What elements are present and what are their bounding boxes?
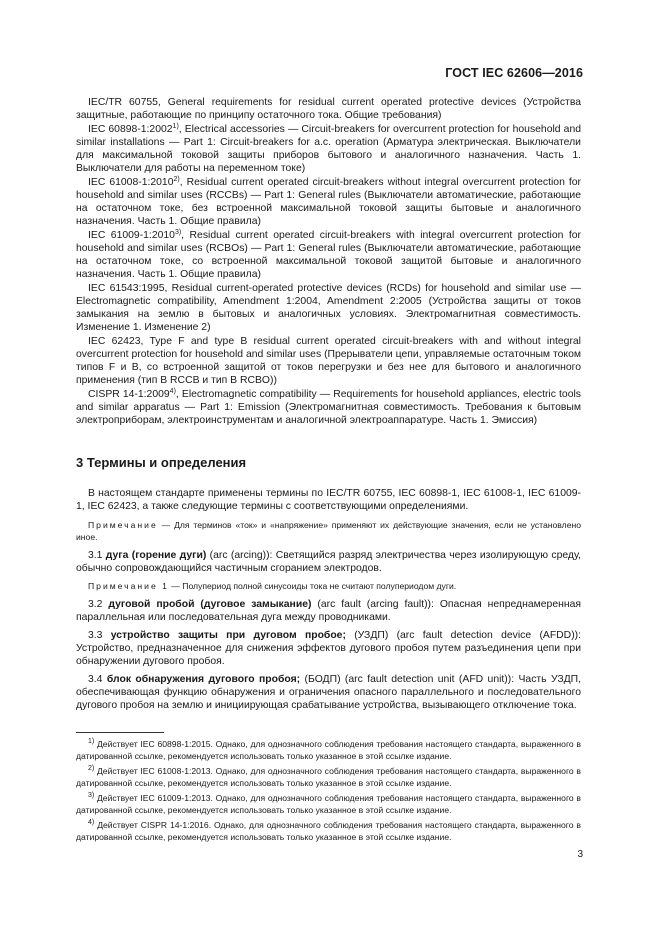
footnote-marker: 2) bbox=[173, 176, 180, 183]
footnote: $^{4)}$ Действует CISPR 14-1:2016. Однако, для однозначного соблюдения требования настоящего стандарта, выраженного в датированной ссылке, рекомендуется использовать только указанное в этой ссылке издание. bbox=[76, 819, 581, 842]
reference-list bbox=[76, 96, 581, 428]
document-header: ГОСТ IEC 62606—2016 bbox=[445, 66, 583, 80]
section-title: 3 Термины и определения bbox=[76, 455, 247, 470]
term-name: блок обнаружения дугового пробоя; bbox=[106, 674, 301, 685]
footnotes bbox=[76, 738, 581, 846]
reference-item: IEC 60898-1:2002$^{1)}$, Electrical accessories — Circuit-breakers for overcurrent protection for household and similar installations — Part 1: Circuit-breakers for a.c. operation (Арматура электрическая. Выключатели для максимальной токовой защиты приборов бытового и аналогичного назначения. Часть 1. Выключатели для работы на переменном токе) bbox=[76, 123, 581, 174]
reference-item: IEC 61009-1:2010$^{3)}$, Residual current operated circuit-breakers with integral overcurrent protection for household and similar uses (RCBOs) — Part 1: General rules (Выключатели автоматические, работающие на остаточном токе, со встроенной максимальной токовой защитой бытовые и аналогичного назначения. Часть 1. Общие правила) bbox=[76, 229, 582, 280]
term-definition: 3.3 устройство защиты при дуговом пробое; (УЗДП) (arc fault detection device (AFDD)): Устройство, предназначенное для снижения эффектов дугового пробоя путем разъединения цепи при обнаружении дугового пробоя. bbox=[76, 630, 581, 667]
reference-item: IEC 61008-1:2010$^{2)}$, Residual current operated circuit-breakers without integral overcurrent protection for household and similar uses (RCCBs) — Part 1: General rules (Выключатели автоматические, работающие на остаточном токе, без встроенной максимальной токовой защиты бытовые и аналогичного назначения. Часть 1. Общие правила) bbox=[76, 176, 582, 227]
term-note: Примечание 1 — Полупериод полной синусоиды тока не считают полупериодом дуги. bbox=[88, 581, 457, 591]
page-number: 3 bbox=[577, 849, 583, 860]
term-definition: 3.2 дуговой пробой (дуговое замыкание) (arc fault (arcing fault)): Опасная непреднамеренная параллельная или последовательная дуга между проводниками. bbox=[76, 599, 581, 623]
footnote-marker: 3) bbox=[174, 229, 182, 236]
term-name: дуга (горение дуги) bbox=[105, 550, 207, 561]
reference-item: CISPR 14-1:2009$^{4)}$, Electromagnetic compatibility — Requirements for household appliances, electric tools and similar apparatus — Part 1: Emission (Электромагнитная совместимость. Требования к бытовым электроприборам, электроинструментам и аналогичной электроаппаратуре. Часть 1. Эмиссия) bbox=[76, 388, 581, 426]
term-name: дуговой пробой (дуговое замыкание) bbox=[108, 599, 312, 610]
terms-section bbox=[76, 487, 581, 717]
footnote: $^{3)}$ Действует IEC 61009-1:2013. Однако, для однозначного соблюдения требования настоящего стандарта, выраженного в датированной ссылке, рекомендуется использовать только указанное в этой ссылке издание. bbox=[76, 792, 581, 815]
reference-item: IEC 62423, Type F and type B residual current operated circuit-breakers with and without integral overcurrent protection for household and similar uses (Прерыватели цепи, управляемые остаточным током типов F и B, со встроенной защитой от токов перегрузки и без нее для бытового и аналогичного применения (тип B RCCB и тип B RCBO)) bbox=[76, 336, 581, 386]
footnote-divider bbox=[76, 732, 164, 733]
footnote-marker: 1) bbox=[172, 123, 179, 130]
footnote: $^{2)}$ Действует IEC 61008-1:2013. Однако, для однозначного соблюдения требования настоящего стандарта, выраженного в датированной ссылке, рекомендуется использовать только указанное в этой ссылке издание. bbox=[76, 765, 581, 788]
term-definition: 3.4 блок обнаружения дугового пробоя; (БОДП) (arc fault detection unit (AFD unit)): Часть УЗДП, обеспечивающая функцию обнаружения и ограничения опасного параллельного и последовательного дугового пробоя на землю и инициирующая срабатывание устройства, вызывающего отключение тока. bbox=[76, 674, 582, 711]
section-note: Примечание — Для терминов «ток» и «напряжение» применяют их действующие значения, если не установлено иное. bbox=[76, 520, 581, 542]
term-definition: 3.1 дуга (горение дуги) (arc (arcing)): Светящийся разряд электричества через изолирующую среду, обычно сопровождающийся частичным сгоранием электродов. bbox=[76, 550, 582, 574]
footnote: $^{1)}$ Действует IEC 60898-1:2015. Однако, для однозначного соблюдения требования настоящего стандарта, выраженного в датированной ссылке, рекомендуется использовать только указанное в этой ссылке издание. bbox=[76, 738, 581, 761]
reference-item: IEC/TR 60755, General requirements for residual current operated protective devices (Устройства защитные, работающие по принципу остаточного тока. Общие требования) bbox=[76, 97, 581, 121]
term-name: устройство защиты при дуговом пробое; bbox=[110, 630, 346, 641]
footnote-marker: 4) bbox=[169, 388, 176, 395]
section-intro: В настоящем стандарте применены термины по IEC/TR 60755, IEC 60898-1, IEC 61008-1, IEC 61009-1, IEC 62423, а также следующие термины с соответствующими определениями. bbox=[76, 488, 581, 512]
reference-item: IEC 61543:1995, Residual current-operated protective devices (RCDs) for household and similar use — Electromagnetic compatibility, Amendment 1:2004, Amendment 2:2005 (Устройства защиты от токов замыкания на землю в бытовых и аналогичных условиях. Электромагнитная совместимость. Изменение 1. Изменение 2) bbox=[76, 283, 581, 333]
